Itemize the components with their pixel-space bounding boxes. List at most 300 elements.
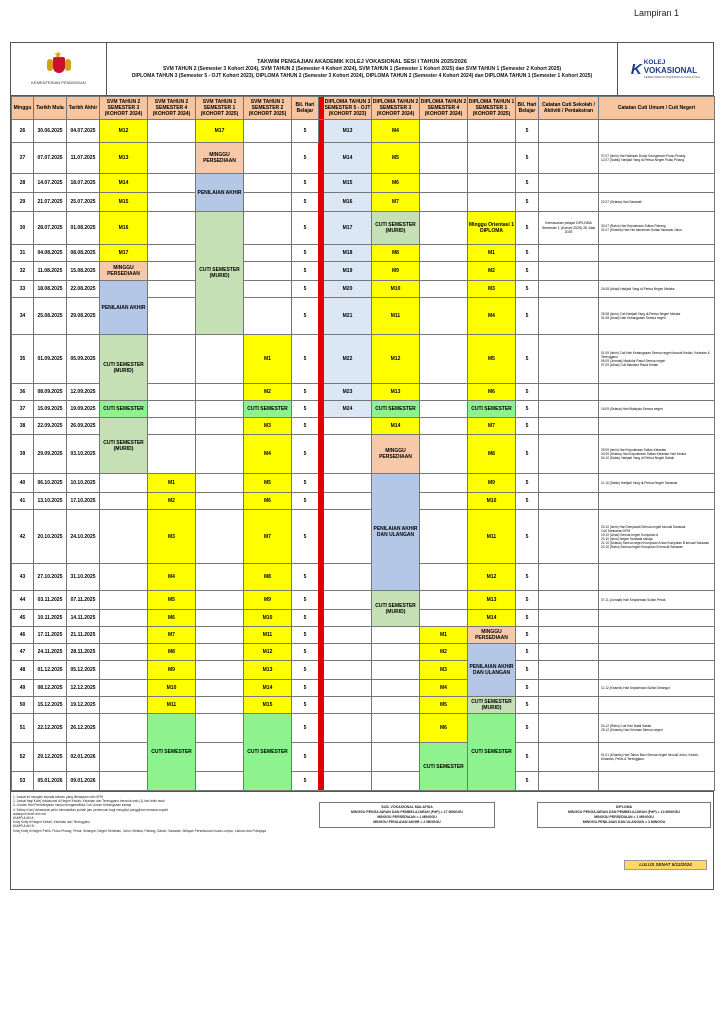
cell-d2s4-empty	[420, 474, 468, 493]
calendar-footer	[11, 791, 713, 889]
cell-svm2s4: M9	[148, 661, 196, 680]
table-row	[12, 120, 715, 143]
cell-svm1s2-empty	[244, 193, 292, 212]
cell-d2s3: PENILAIAN AKHIR DAN ULANGAN	[372, 474, 420, 591]
holiday-notes: 22.07 (Selasa) Hari Sarawak	[599, 193, 715, 212]
holiday-notes: 25.08 (Isnin) Cuti Harijadi Yang di-Pertua Negeri Melaka 31.08 (Ahad) Hari Kebangsaan Semua negeri	[599, 298, 715, 335]
cell-d3-empty	[324, 493, 372, 510]
cell-d3-empty	[324, 510, 372, 564]
end-date: 19.12.2025	[67, 697, 100, 714]
cell-svm1s1: PENILAIAN AKHIR	[196, 174, 244, 212]
start-date: 15.12.2025	[34, 697, 67, 714]
week-number: 49	[12, 680, 34, 697]
cell-d3-empty	[324, 627, 372, 644]
cell-svm1s2: M13	[244, 661, 292, 680]
activity-cell	[539, 610, 599, 627]
col-tarikh-akhir: Tarikh Akhir	[67, 97, 100, 120]
start-date: 21.07.2025	[34, 193, 67, 212]
table-row	[12, 714, 715, 743]
study-days: 5	[516, 143, 539, 174]
cell-d2s4-empty	[420, 591, 468, 610]
end-date: 22.08.2025	[67, 281, 100, 298]
cell-d2s4-empty	[420, 493, 468, 510]
cell-d3-empty	[324, 474, 372, 493]
cell-svm2s4: M11	[148, 697, 196, 714]
table-header-row	[12, 97, 715, 120]
cell-svm2s3: PENILAIAN AKHIR	[100, 281, 148, 335]
cell-d2s4-empty	[420, 174, 468, 193]
cell-svm2s3-empty	[100, 564, 148, 591]
study-days: 5	[516, 627, 539, 644]
cell-svm1s2: M7	[244, 510, 292, 564]
week-number: 26	[12, 120, 34, 143]
table-row	[12, 510, 715, 564]
lulus-senat-badge: LULUS SENAT 5/12/2024	[624, 860, 707, 870]
study-days: 5	[292, 281, 319, 298]
table-row	[12, 493, 715, 510]
study-days: 5	[292, 335, 319, 384]
study-days: 5	[516, 772, 539, 791]
cell-d2s4-empty	[420, 335, 468, 384]
cell-d2s4: M6	[420, 714, 468, 743]
table-row	[12, 697, 715, 714]
end-date: 07.11.2025	[67, 591, 100, 610]
cell-svm2s3: CUTI SEMESTER (MURID)	[100, 418, 148, 474]
cell-svm1s1-empty	[196, 610, 244, 627]
table-row	[12, 627, 715, 644]
cell-d1s1: M3	[468, 281, 516, 298]
cell-svm1s2: M2	[244, 384, 292, 401]
activity-cell	[539, 143, 599, 174]
cell-d3-empty	[324, 435, 372, 474]
week-number: 41	[12, 493, 34, 510]
activity-cell	[539, 714, 599, 743]
cell-svm1s2: M9	[244, 591, 292, 610]
start-date: 20.10.2025	[34, 510, 67, 564]
holiday-notes	[599, 418, 715, 435]
cell-d2s3: M12	[372, 335, 420, 384]
end-date: 29.08.2025	[67, 298, 100, 335]
start-date: 22.09.2025	[34, 418, 67, 435]
study-days: 5	[292, 610, 319, 627]
cell-d3-empty	[324, 610, 372, 627]
cell-d2s4-empty	[420, 418, 468, 435]
cell-d1s1: M2	[468, 262, 516, 281]
cell-svm1s2-empty	[244, 120, 292, 143]
cell-svm2s3: M17	[100, 245, 148, 262]
cell-d3: M19	[324, 262, 372, 281]
study-days: 5	[516, 212, 539, 245]
table-row	[12, 245, 715, 262]
table-row	[12, 212, 715, 245]
study-days: 5	[292, 564, 319, 591]
holiday-notes	[599, 493, 715, 510]
holiday-notes: 07.07 (Isnin) Hari Warisan Dunia Georgetown Pulau Pinang 12.07 (Sabtu) Harijadi Yang di-Pertua Negeri Pulau Pinang	[599, 143, 715, 174]
kv-logo-kolej: KOLEJ	[643, 59, 666, 66]
activity-cell	[539, 510, 599, 564]
cell-d2s4-empty	[420, 281, 468, 298]
week-number: 47	[12, 644, 34, 661]
cell-d2s4-empty	[420, 401, 468, 418]
svm-summary-box: SIJIL VOKASIONAL MALAYSIA MINGGU PENGAJARAN DAN PEMBELAJARAN (PdP) = 17 MINGGU MINGGU PERSEDIAAN = 1 MINGGU MINGGU PENILAIAN AKHIR = 2 MINGGU	[319, 802, 495, 828]
start-date: 30.06.2025	[34, 120, 67, 143]
cell-d2s4-empty	[420, 245, 468, 262]
cell-svm2s4-empty	[148, 435, 196, 474]
cell-svm2s3-empty	[100, 661, 148, 680]
start-date: 11.08.2025	[34, 262, 67, 281]
table-row	[12, 193, 715, 212]
col-tarikh-mula: Tarikh Mula	[34, 97, 67, 120]
cell-svm1s1-empty	[196, 591, 244, 610]
cell-svm1s2: M12	[244, 644, 292, 661]
cell-d3: M14	[324, 143, 372, 174]
week-number: 44	[12, 591, 34, 610]
end-date: 26.12.2025	[67, 714, 100, 743]
table-row	[12, 262, 715, 281]
study-days: 5	[516, 564, 539, 591]
calendar-table	[11, 96, 715, 791]
cell-svm2s3-empty	[100, 680, 148, 697]
start-date: 05.01.2026	[34, 772, 67, 791]
cell-d2s4: M4	[420, 680, 468, 697]
end-date: 25.07.2025	[67, 193, 100, 212]
cell-svm1s1-empty	[196, 644, 244, 661]
col-d3-s5: DIPLOMA TAHUN 3 SEMESTER 5 - OJT (KOHORT 2023)	[324, 97, 372, 120]
col-d1-s1: DIPLOMA TAHUN 1 SEMESTER 1 (KOHORT 2025)	[468, 97, 516, 120]
activity-cell	[539, 262, 599, 281]
title-line-2: SVM TAHUN 2 (Semester 3 Kohort 2024), SVM TAHUN 2 (Semester 4 Kohort 2024), SVM TAHUN 1 (Semester 1 Kohort 2025) dan SVM TAHUN 1 (Semester 2 Kohort 2025)	[162, 65, 562, 72]
start-date: 07.07.2025	[34, 143, 67, 174]
cell-d2s3: M7	[372, 193, 420, 212]
cell-d2s3-empty	[372, 680, 420, 697]
study-days: 5	[516, 661, 539, 680]
end-date: 02.01.2026	[67, 743, 100, 772]
end-date: 01.08.2025	[67, 212, 100, 245]
holiday-notes: 30.07 (Rabu) Hari Keputeraan Sultan Pahang 31.07 (Khamis) Hari Hol Almarhum Sultan Iskandar Johor	[599, 212, 715, 245]
cell-svm1s1: MINGGU PERSEDIAAN	[196, 143, 244, 174]
holiday-notes	[599, 564, 715, 591]
cell-svm1s2: CUTI SEMESTER	[244, 714, 292, 791]
study-days: 5	[292, 474, 319, 493]
study-days: 5	[516, 680, 539, 697]
start-date: 10.11.2025	[34, 610, 67, 627]
cell-d2s3-empty	[372, 743, 420, 772]
study-days: 5	[292, 298, 319, 335]
col-hari-belajar-1: Bil. Hari Belajar	[292, 97, 319, 120]
holiday-notes: 20.10 (Isnin) Hari Deepavali Semua negeri kecuali Sarawak Cuti Tambahan KPM 19.10 (Ahad) Semua negeri Kumpulan A 20.10 (Isnin) Negeri Sarawak sahaja 21.10 (Selasa) Semua negeri Kumpulan A dan Kumpulan B kecuali Sarawak 22.10 (Rabu) Semua negeri Kumpulan B kecuali Sarawak	[599, 510, 715, 564]
week-number: 35	[12, 335, 34, 384]
cell-d2s3: M9	[372, 262, 420, 281]
col-d2-s3: DIPLOMA TAHUN 2 SEMESTER 3 (KOHORT 2024)	[372, 97, 420, 120]
cell-svm1s2: M14	[244, 680, 292, 697]
activity-cell	[539, 174, 599, 193]
cell-d2s4-empty	[420, 143, 468, 174]
cell-svm2s4-empty	[148, 281, 196, 298]
cell-svm1s2: M11	[244, 627, 292, 644]
cell-svm2s3: M14	[100, 174, 148, 193]
week-number: 40	[12, 474, 34, 493]
cell-d2s4: M5	[420, 697, 468, 714]
cell-d2s4-empty	[420, 298, 468, 335]
study-days: 5	[516, 418, 539, 435]
cell-svm2s3: MINGGU PERSEDIAAN	[100, 262, 148, 281]
holiday-notes: 07.11 (Jumaat) Hari Keputeraan Sultan Perak	[599, 591, 715, 610]
cell-d1s1: M1	[468, 245, 516, 262]
study-days: 5	[516, 401, 539, 418]
start-date: 22.12.2025	[34, 714, 67, 743]
week-number: 36	[12, 384, 34, 401]
cell-d2s3: M10	[372, 281, 420, 298]
table-row	[12, 564, 715, 591]
start-date: 03.11.2025	[34, 591, 67, 610]
cell-svm1s2: M8	[244, 564, 292, 591]
cell-d1s1: Minggu Orientasi 1 DIPLOMA	[468, 212, 516, 245]
cell-d1s1: M7	[468, 418, 516, 435]
study-days: 5	[516, 591, 539, 610]
cell-d2s4-empty	[420, 610, 468, 627]
cell-d2s4-empty	[420, 262, 468, 281]
end-date: 12.12.2025	[67, 680, 100, 697]
cell-d1s1: M8	[468, 435, 516, 474]
col-catatan: Catatan Cuti Sekolah / Aktiviti / Pentaksiran	[539, 97, 599, 120]
week-number: 53	[12, 772, 34, 791]
table-row	[12, 661, 715, 680]
cell-d1s1-empty	[468, 120, 516, 143]
end-date: 31.10.2025	[67, 564, 100, 591]
cell-d2s3: M8	[372, 245, 420, 262]
cell-svm2s4-empty	[148, 212, 196, 245]
study-days: 5	[292, 262, 319, 281]
cell-svm2s4-empty	[148, 335, 196, 384]
start-date: 14.07.2025	[34, 174, 67, 193]
start-date: 15.09.2025	[34, 401, 67, 418]
cell-svm2s3-empty	[100, 610, 148, 627]
cell-d2s3: CUTI SEMESTER	[372, 401, 420, 418]
study-days: 5	[516, 743, 539, 772]
activity-cell	[539, 401, 599, 418]
start-date: 29.12.2025	[34, 743, 67, 772]
cell-d1s1-empty	[468, 174, 516, 193]
holiday-notes	[599, 772, 715, 791]
week-number: 37	[12, 401, 34, 418]
week-number: 34	[12, 298, 34, 335]
cell-svm2s3: M16	[100, 212, 148, 245]
cell-svm2s4-empty	[148, 298, 196, 335]
activity-cell	[539, 335, 599, 384]
table-row	[12, 591, 715, 610]
activity-cell	[539, 474, 599, 493]
cell-d2s3-empty	[372, 697, 420, 714]
study-days: 5	[516, 714, 539, 743]
cell-d3-empty	[324, 644, 372, 661]
cell-d3-empty	[324, 661, 372, 680]
cell-d1s1-empty	[468, 193, 516, 212]
cell-svm2s4-empty	[148, 120, 196, 143]
cell-svm2s4-empty	[148, 174, 196, 193]
week-number: 38	[12, 418, 34, 435]
cell-svm2s4: M3	[148, 510, 196, 564]
week-number: 45	[12, 610, 34, 627]
start-date: 18.08.2025	[34, 281, 67, 298]
table-row	[12, 174, 715, 193]
end-date: 14.11.2025	[67, 610, 100, 627]
cell-svm2s4: M1	[148, 474, 196, 493]
cell-d2s3: M5	[372, 143, 420, 174]
study-days: 5	[516, 697, 539, 714]
cell-d2s3-empty	[372, 627, 420, 644]
cell-svm1s1-empty	[196, 510, 244, 564]
start-date: 08.12.2025	[34, 680, 67, 697]
cell-d3: M20	[324, 281, 372, 298]
kv-logo-sub: KEMENTERIAN PENDIDIKAN MALAYSIA	[643, 75, 701, 79]
col-svm2-s3: SVM TAHUN 2 SEMESTER 3 (KOHORT 2024)	[100, 97, 148, 120]
activity-cell	[539, 680, 599, 697]
cell-d1s1: CUTI SEMESTER (MURID)	[468, 697, 516, 714]
cell-d3-empty	[324, 743, 372, 772]
holiday-notes: 01.09 (Isnin) Cuti Hari Kebangsaan Semua negeri kecuali Kedah, Kelantan & Terengganu 05.09 (Jumaat) Maulidur Rasul Semua negeri 07.09 (Ahad) Cuti Maulidur Rasul Kedah	[599, 335, 715, 384]
cell-d2s3: M14	[372, 418, 420, 435]
cell-svm1s1-empty	[196, 384, 244, 401]
week-number: 48	[12, 661, 34, 680]
cell-svm1s1-empty	[196, 418, 244, 435]
cell-svm1s2-empty	[244, 212, 292, 245]
cell-svm1s2-empty	[244, 281, 292, 298]
diploma-summary-box: DIPLOMA MINGGU PENGAJARAN DAN PEMBELAJARAN (PdP) = 14 MINGGU MINGGU PERSEDIAAN = 1 MINGGU MINGGU PENILAIAN DAN ULANGAN = 3 MINGGU	[537, 802, 711, 828]
cell-d2s4-empty	[420, 212, 468, 245]
activity-cell	[539, 772, 599, 791]
holiday-notes	[599, 262, 715, 281]
cell-d1s1-empty	[468, 143, 516, 174]
holiday-notes	[599, 644, 715, 661]
cell-svm1s2-empty	[244, 262, 292, 281]
cell-d3-empty	[324, 591, 372, 610]
start-date: 24.11.2025	[34, 644, 67, 661]
col-cuti-umum: Catatan Cuti Umum / Cuti Negeri	[599, 97, 715, 120]
end-date: 08.08.2025	[67, 245, 100, 262]
lampiran-label: Lampiran 1	[634, 8, 680, 18]
cell-svm1s2-empty	[244, 245, 292, 262]
cell-svm1s1-empty	[196, 743, 244, 772]
cell-svm2s4: M6	[148, 610, 196, 627]
cell-d2s4: CUTI SEMESTER	[420, 743, 468, 791]
study-days: 5	[516, 644, 539, 661]
cell-d1s1: M13	[468, 591, 516, 610]
end-date: 15.08.2025	[67, 262, 100, 281]
week-number: 27	[12, 143, 34, 174]
col-svm2-s4: SVM TAHUN 2 SEMESTER 4 (KOHORT 2024)	[148, 97, 196, 120]
week-number: 42	[12, 510, 34, 564]
cell-d3-empty	[324, 564, 372, 591]
cell-svm2s4: M2	[148, 493, 196, 510]
table-row	[12, 743, 715, 772]
start-date: 29.09.2025	[34, 435, 67, 474]
col-d2-s4: DIPLOMA TAHUN 2 SEMESTER 4 (KOHORT 2024)	[420, 97, 468, 120]
cell-d1s1: M5	[468, 335, 516, 384]
end-date: 21.11.2025	[67, 627, 100, 644]
holiday-notes: 16.09 (Selasa) Hari Malaysia Semua negeri	[599, 401, 715, 418]
cell-svm1s1-empty	[196, 401, 244, 418]
study-days: 5	[292, 743, 319, 772]
cell-svm2s4-empty	[148, 193, 196, 212]
cell-svm1s2: M3	[244, 418, 292, 435]
kpm-label: KEMENTERIAN PENDIDIKAN	[31, 79, 86, 85]
cell-d2s4-empty	[420, 510, 468, 564]
study-days: 5	[292, 714, 319, 743]
holiday-notes	[599, 245, 715, 262]
cell-svm1s1-empty	[196, 627, 244, 644]
study-days: 5	[516, 510, 539, 564]
title-line-3: DIPLOMA TAHUN 3 (Semester 5 - OJT Kohort 2023), DIPLOMA TAHUN 2 (Semester 3 Kohort 2024), DIPLOMA TAHUN 2 (Semester 4 Kohort 2024) dan DIPLOMA TAHUN 1 (Semester 1 Kohort 2025)	[131, 72, 593, 79]
activity-cell	[539, 661, 599, 680]
study-days: 5	[292, 384, 319, 401]
study-days: 5	[292, 697, 319, 714]
kv-logo	[617, 43, 713, 95]
cell-d2s3: M11	[372, 298, 420, 335]
holiday-notes: 11.12 (Khamis) Hari Keputeraan Sultan Selangor	[599, 680, 715, 697]
cell-d1s1: M14	[468, 610, 516, 627]
cell-d2s3: M6	[372, 174, 420, 193]
cell-svm1s1-empty	[196, 661, 244, 680]
study-days: 5	[292, 644, 319, 661]
study-days: 5	[292, 120, 319, 143]
activity-cell	[539, 435, 599, 474]
cell-svm2s3-empty	[100, 743, 148, 772]
cell-svm2s4: M8	[148, 644, 196, 661]
cell-svm2s3-empty	[100, 510, 148, 564]
activity-cell	[539, 193, 599, 212]
cell-d3: M21	[324, 298, 372, 335]
cell-svm1s1-empty	[196, 772, 244, 791]
study-days: 5	[516, 435, 539, 474]
table-row	[12, 772, 715, 791]
holiday-notes	[599, 610, 715, 627]
cell-d3-empty	[324, 772, 372, 791]
holiday-notes	[599, 661, 715, 680]
table-row	[12, 644, 715, 661]
cell-svm1s1-empty	[196, 435, 244, 474]
activity-note: Kemasukan pelajar DIPLOMA Semester 1 (Kohort 2025) 28 Julai 2025	[539, 212, 599, 245]
col-hari-belajar-2: Bil. Hari Belajar	[516, 97, 539, 120]
cell-d3-empty	[324, 680, 372, 697]
table-row	[12, 610, 715, 627]
study-days: 5	[292, 212, 319, 245]
cell-d2s3: CUTI SEMESTER (MURID)	[372, 591, 420, 627]
cell-svm1s2: CUTI SEMESTER	[244, 401, 292, 418]
study-days: 5	[516, 120, 539, 143]
cell-svm2s4-empty	[148, 143, 196, 174]
calendar-sheet	[10, 42, 714, 890]
cell-svm1s1-empty	[196, 714, 244, 743]
cell-d2s4: M3	[420, 661, 468, 680]
end-date: 09.01.2026	[67, 772, 100, 791]
end-date: 26.09.2025	[67, 418, 100, 435]
study-days: 5	[292, 401, 319, 418]
cell-d1s1: M11	[468, 510, 516, 564]
cell-d3: M16	[324, 193, 372, 212]
end-date: 04.07.2025	[67, 120, 100, 143]
end-date: 24.10.2025	[67, 510, 100, 564]
table-row	[12, 418, 715, 435]
week-number: 50	[12, 697, 34, 714]
cell-d1s1: M4	[468, 298, 516, 335]
cell-svm1s2-empty	[244, 174, 292, 193]
study-days: 5	[292, 435, 319, 474]
activity-cell	[539, 493, 599, 510]
study-days: 5	[516, 384, 539, 401]
study-days: 5	[292, 661, 319, 680]
cell-svm1s2-empty	[244, 143, 292, 174]
cell-d1s1: MINGGU PERSEDIAAN	[468, 627, 516, 644]
